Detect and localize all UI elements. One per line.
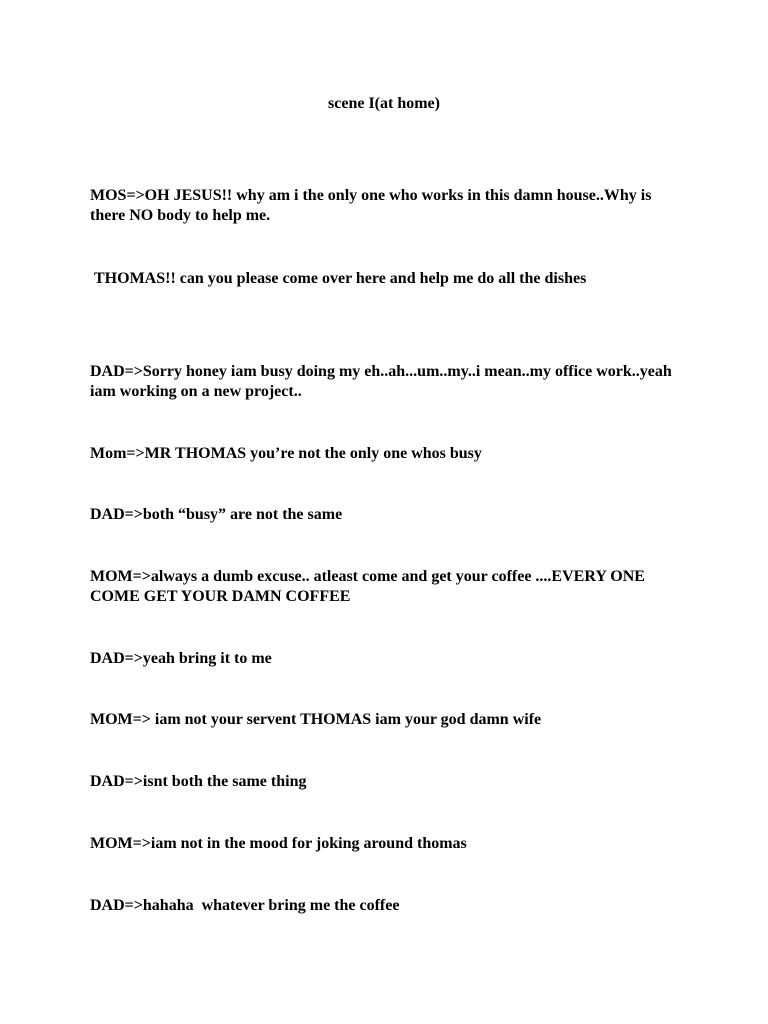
scene-title: scene I(at home) — [328, 95, 440, 112]
dialogue-line-8: MOM=> iam not your servent THOMAS iam your god damn wife — [90, 711, 542, 728]
dialogue-line-5: DAD=>both “busy” are not the same — [90, 506, 343, 523]
dialogue-line-2: THOMAS!! can you please come over here and help me do all the dishes — [90, 270, 587, 287]
dialogue-line-9: DAD=>isnt both the same thing — [90, 773, 307, 790]
dialogue-line-4: Mom=>MR THOMAS you’re not the only one whos busy — [90, 445, 482, 462]
dialogue-line-7: DAD=>yeah bring it to me — [90, 650, 272, 667]
dialogue-line-10: MOM=>iam not in the mood for joking around thomas — [90, 835, 467, 852]
dialogue-line-11: DAD=>hahaha whatever bring me the coffee — [90, 897, 400, 914]
dialogue-line-3: DAD=>Sorry honey iam busy doing my eh..ah...um..my..i mean..my office work..yeah iam working on a new project.. — [90, 363, 676, 400]
dialogue-line-6: MOM=>always a dumb excuse.. atleast come and get your coffee ....EVERY ONE COME GET YOUR DAMN COFFEE — [90, 568, 649, 605]
dialogue-line-1: MOS=>OH JESUS!! why am i the only one who works in this damn house..Why is there NO body to help me. — [90, 187, 656, 224]
